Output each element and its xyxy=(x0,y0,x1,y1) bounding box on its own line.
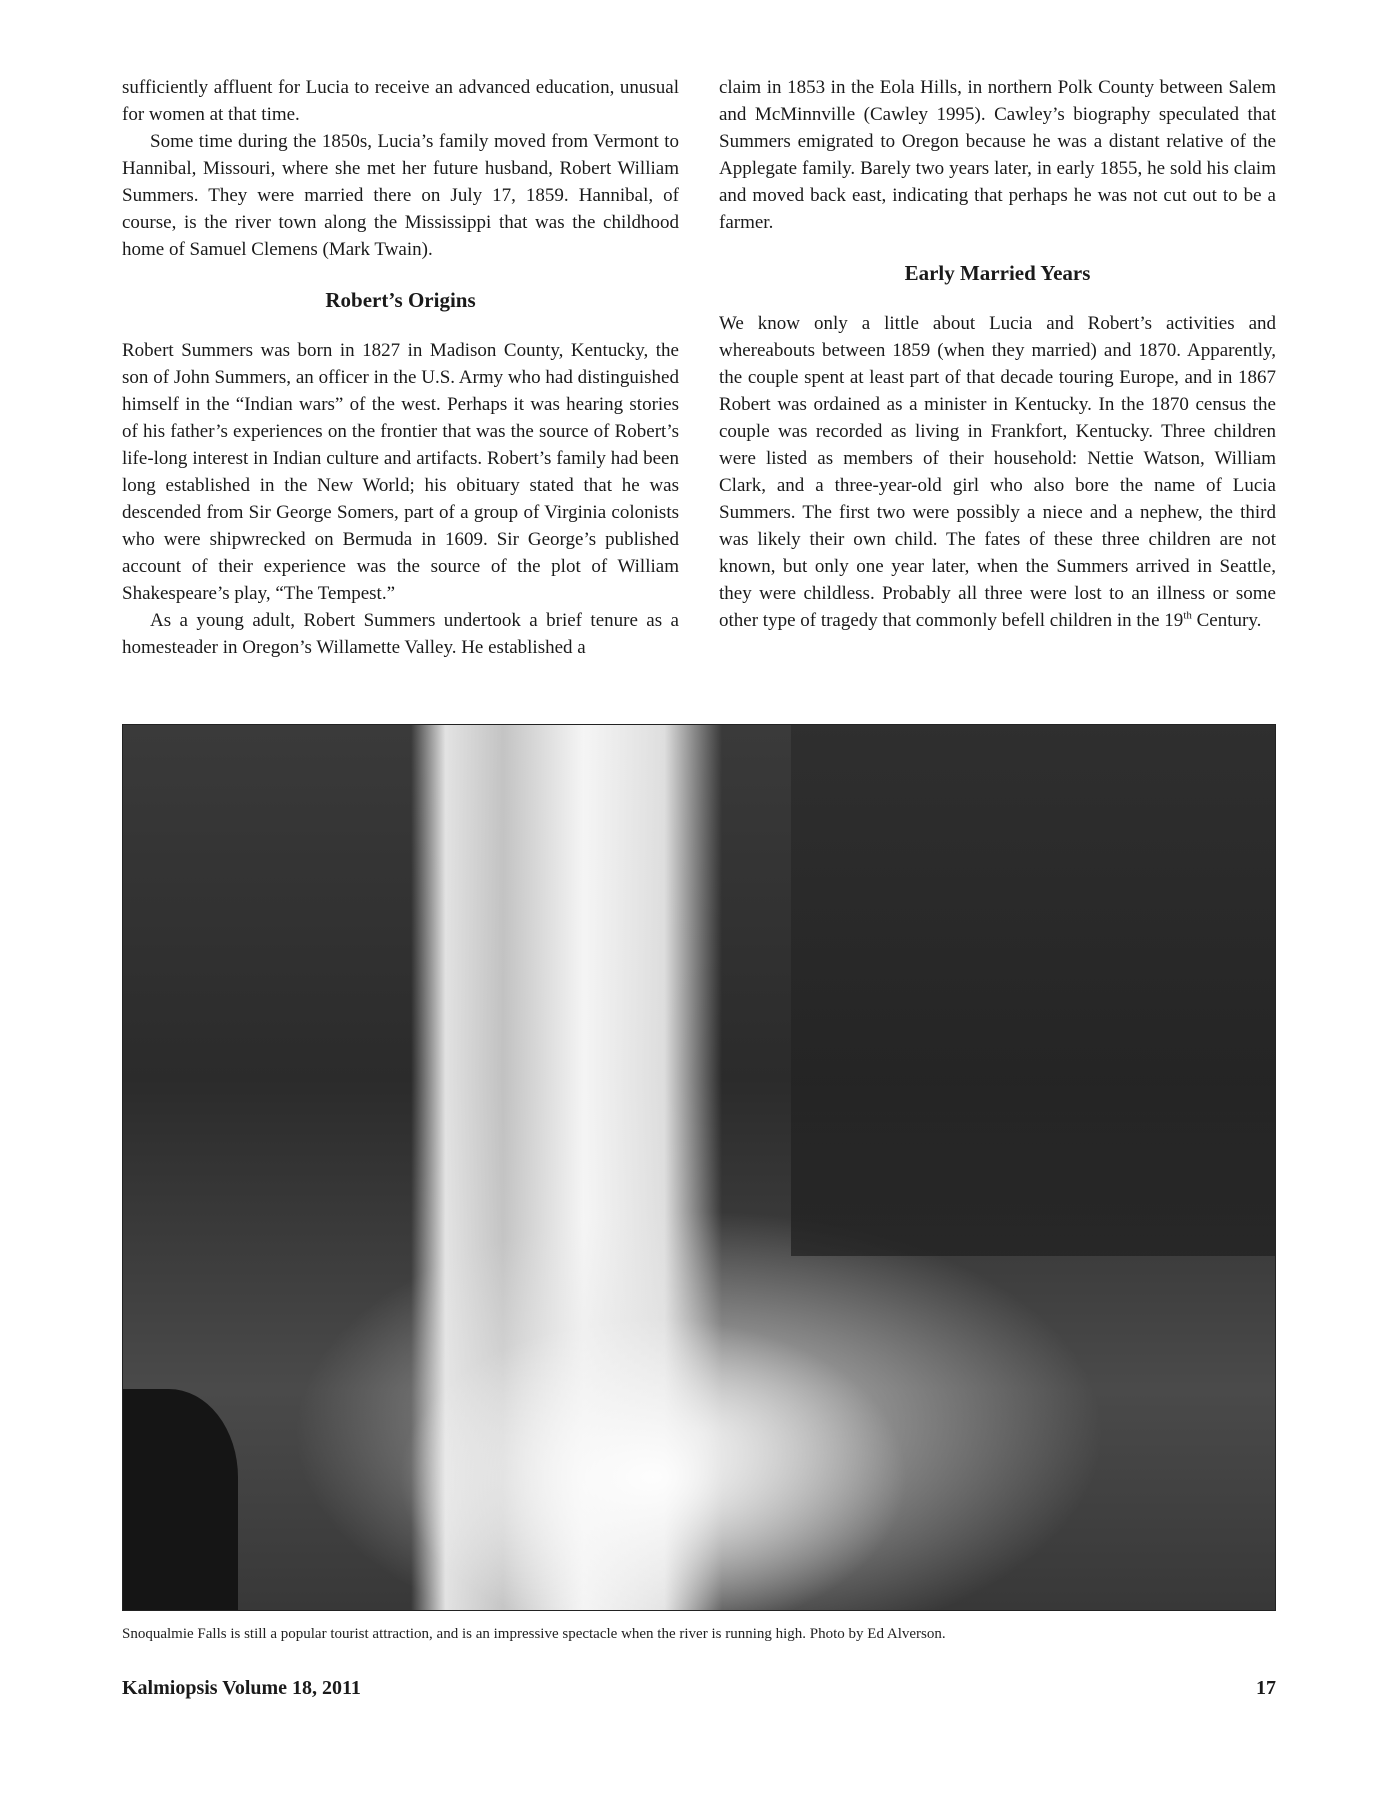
section-heading: Robert’s Origins xyxy=(325,288,476,312)
paragraph: As a young adult, Robert Summers undertook a brief tenure as a homesteader in Oregon’s Willamette Valley. He established a xyxy=(122,610,679,658)
rock-shape xyxy=(123,1389,238,1610)
photo-caption: Snoqualmie Falls is still a popular tourist attraction, and is an impressive spectacle when the river is running high. Photo by Ed Alverson. xyxy=(122,1626,946,1642)
paragraph xyxy=(719,310,1276,634)
paragraph: sufficiently affluent for Lucia to receive an advanced education, unusual for women at that time. xyxy=(122,77,679,125)
paragraph: Robert Summers was born in 1827 in Madison County, Kentucky, the son of John Summers, an officer in the U.S. Army who had distinguished himself in the “Indian wars” of the west. Perhaps it was hearing stories of his father’s experiences on the frontier that was the source of Robert’s life-long interest in Indian culture and artifacts. Robert’s family had been long established in the New World; his obituary stated that he was descended from Sir George Somers, part of a group of Virginia colonists who were shipwrecked on Bermuda in 1609. Sir George’s published account of their experience was the source of the plot of William Shakespeare’s play, “The Tempest.” xyxy=(122,340,679,604)
right-column xyxy=(719,74,1276,634)
paragraph-text: We know only a little about Lucia and Robert’s activities and whereabouts between 1859 (when they married) and 1870. Apparently, the couple spent at least part of that decade touring Europe, and in 1867 Robert was ordained as a minister in Kentucky. In the 1870 census the couple was recorded as living in Frankfort, Kentucky. Three children were listed as members of their household: Nettie Watson, William Clark, and a three-year-old girl who also bore the name of Lucia Summers. The first two were possibly a niece and a nephew, the third was likely their own child. The fates of these three children are not known, but only one year later, when the Summers arrived in Seattle, they were childless. Probably all three were lost to an illness or some other type of tragedy that commonly befell children in the 19 xyxy=(719,313,1276,631)
paragraph: Some time during the 1850s, Lucia’s family moved from Vermont to Hannibal, Missouri, where she met her future husband, Robert William Summers. They were married there on July 17, 1859. Hannibal, of course, is the river town along the Mississippi that was the childhood home of Samuel Clemens (Mark Twain). xyxy=(122,131,679,260)
section-heading: Early Married Years xyxy=(904,261,1091,285)
paragraph: claim in 1853 in the Eola Hills, in northern Polk County between Salem and McMinnville (Cawley 1995). Cawley’s biography speculated that Summers emigrated to Oregon because he was a distant relative of the Applegate family. Barely two years later, in early 1855, he sold his claim and moved back east, indicating that perhaps he was not cut out to be a farmer. xyxy=(719,77,1276,233)
page-number: 17 xyxy=(1256,1677,1276,1699)
cliff-shape xyxy=(791,725,1275,1256)
superscript: th xyxy=(1183,609,1192,622)
waterfall-photo xyxy=(122,724,1276,1611)
footer-publication-title: Kalmiopsis Volume 18, 2011 xyxy=(122,1677,361,1699)
paragraph-text: Century. xyxy=(1191,610,1262,631)
left-column xyxy=(122,74,679,661)
